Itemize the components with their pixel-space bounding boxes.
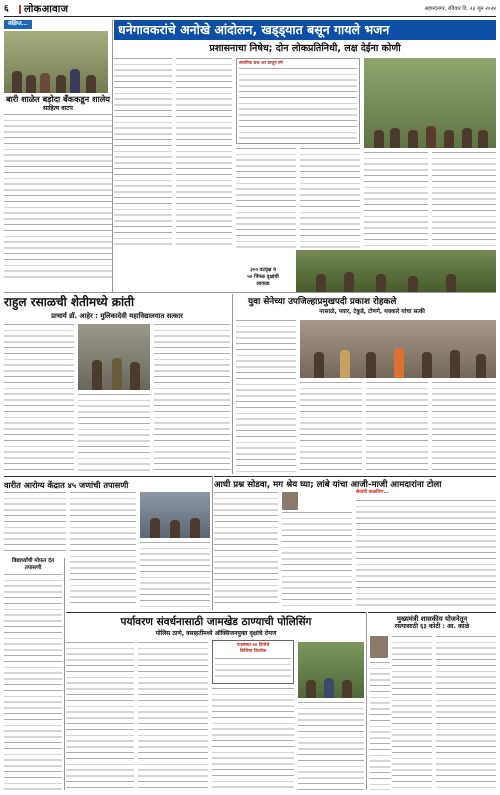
yuva-sena-photo [300,320,496,378]
section-tag: संक्षिप्त... [4,20,32,29]
logo-accent [19,5,21,14]
vidyarthi-headline: विद्यार्थ्यांची मोफत दंत तपासणी [11,558,55,572]
tree-count-box [232,267,294,291]
masthead [4,3,496,17]
rahul-body-col-1 [4,324,74,472]
warat-body-col-1 [4,492,66,556]
yuva-body-col-2 [300,382,362,472]
lead-body-col-1 [114,58,172,248]
warat-headline: वारीत आरोग्य केंद्रात ४५ जणांची तपासणी [4,476,212,491]
brief-headline: बारी शाळेत बड़ोदा बँककडून शालेय [5,94,111,105]
lead-body-col-3 [236,148,296,248]
lambe-portrait [282,492,298,510]
paryavaran-body-col-1 [66,642,134,790]
tree-count-line-2: ५० पिंपळ वृक्षांची [247,273,279,280]
yuva-body-col-1 [236,320,296,472]
paryavaran-body-col-2 [138,642,208,790]
adhi-body-col-1 [214,492,278,608]
brief-subhead: साहित्य वाटप [43,104,73,112]
mukhya-subhead: रस्त्यासाठी ६३ कोटी : आ. काळे [394,623,470,630]
warat-body-col-2 [70,492,136,608]
lead-body-col-2 [176,58,232,248]
mukhya-body-col-0 [370,662,390,790]
paryavaran-body-col-4 [298,702,364,790]
kale-portrait [370,636,388,658]
tree-planting-photo [296,250,496,292]
paper-name: लोकआवाज [24,3,69,15]
edition-line: अहमदनगर, रविवार दि. २३ जून २०२४ [424,5,496,12]
lead-story [114,20,496,57]
page-number: ६ [4,4,9,15]
yuva-headline: युवा सेनेच्या उपजिल्हाप्रमुखपदी प्रकाश रोहकले [248,297,397,307]
rahul-body-col-3 [154,324,230,472]
health-camp-photo [140,492,210,538]
tree-count-line-1: ३०० वटवृक्ष व [250,267,276,273]
felicitation-photo-1 [78,324,150,390]
paryavaran-body-col-3 [212,688,294,790]
school-event-photo [4,31,108,93]
mukhya-body-col-2 [436,636,496,790]
lead-headline: धनेगावकरांचे अनोखे आंदोलन, खड्ड्यात बसून गायले भजन [114,20,496,40]
yuva-body-col-4 [432,382,496,472]
brief-body-text [4,114,112,280]
paryavaran-headline: पर्यावरण संवर्धनासाठी जामखेड ठाण्याची पोलिसिंग [66,612,366,629]
rahul-headline: राहुल रसाळची शेतीमध्ये क्रांती [4,295,135,309]
lead-body-col-5 [364,152,428,248]
note-line-2: शिलिया कित्येक [239,649,267,655]
patsanstha-note-box [212,640,294,684]
tree-count-line-3: लागवड [256,280,270,287]
shubhechha-note: सेवावी कळविण... [356,490,389,495]
rahul-subhead: प्राचार्य डॉ. आहेर : मुलिकादेवी महाविद्यालयात सत्कार [51,312,183,320]
warat-body-col-3 [140,542,210,608]
protest-photo [364,58,496,148]
mukhya-headline: मुख्यमंत्री शासकीय योजनेतून [368,612,496,624]
rahul-body-col-2 [78,394,150,472]
lead-inset-box [236,58,360,144]
vidyarthi-body [4,574,62,790]
note-line-1: पतसंस्था ७४ डिपोचे [236,643,270,648]
mukhya-body-col-1 [392,636,432,790]
adhi-body-col-3 [356,500,496,608]
yuva-body-col-3 [366,382,428,472]
lead-body-col-4 [300,148,360,248]
lead-subhead: प्रशासनाचा निषेध; दोन लोकप्रतिनिधी, लक्ष देईना कोणी [209,43,401,54]
police-plantation-photo [298,642,364,698]
adhi-headline: आधी प्रश्न सोडवा, मग श्रेय घ्या; लांबे यांचा आजी-माजी आमदारांना टोला [214,476,496,491]
brief-news-column [4,20,112,292]
paryavaran-subhead: पोलिस ठाणे, वसाहतींमध्ये ऑक्सिजनयुक्त वृक्षांचे रोपण [155,630,277,637]
yuva-subhead: नरसाळे, पवार, टेकुडे, टोणगे, थवकारे यांचा सत्की [319,309,425,315]
lead-inset-title: स्थानिक प्रश्न आ वाचून स्मे [239,61,283,66]
adhi-body-col-2 [282,512,352,608]
lead-body-col-6 [432,152,496,248]
